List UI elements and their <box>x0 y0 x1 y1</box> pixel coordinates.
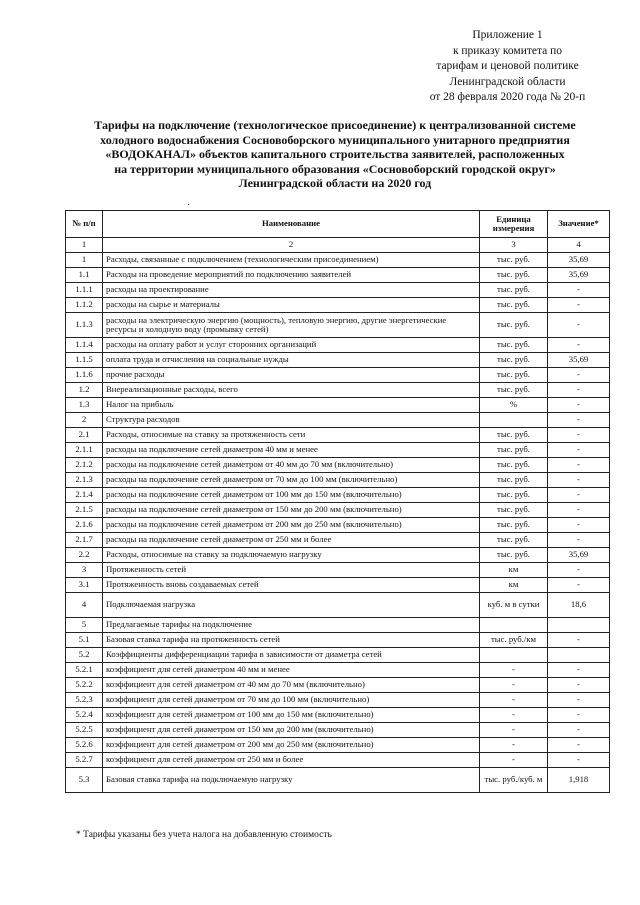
row-number: 5.2.6 <box>66 738 103 753</box>
row-value: - <box>548 488 610 503</box>
row-number: 5.2.4 <box>66 708 103 723</box>
header-num: № п/п <box>66 211 103 238</box>
scan-dot <box>188 204 189 205</box>
row-value: - <box>548 663 610 678</box>
row-unit: тыс. руб. <box>480 503 548 518</box>
row-name: коэффициент для сетей диаметром от 250 мм и более <box>103 753 480 768</box>
row-unit: - <box>480 678 548 693</box>
row-unit: тыс. руб. <box>480 533 548 548</box>
row-unit: км <box>480 578 548 593</box>
row-number: 2.2 <box>66 548 103 563</box>
row-name: Налог на прибыль <box>103 398 480 413</box>
row-value: - <box>548 473 610 488</box>
row-name: расходы на подключение сетей диаметром от 100 мм до 150 мм (включительно) <box>103 488 480 503</box>
row-number: 5.3 <box>66 768 103 793</box>
row-number: 1.1.6 <box>66 368 103 383</box>
document-title <box>60 118 610 191</box>
row-unit: - <box>480 738 548 753</box>
title-line: Ленинградской области на 2020 год <box>238 176 432 191</box>
row-unit: тыс. руб. <box>480 368 548 383</box>
row-unit: тыс. руб. <box>480 518 548 533</box>
row-name: Внереализационные расходы, всего <box>103 383 480 398</box>
row-value: 35,69 <box>548 268 610 283</box>
table-row <box>66 413 610 428</box>
appendix-line: тарифам и ценовой политике <box>436 60 579 72</box>
row-unit: тыс. руб. <box>480 313 548 338</box>
table-row <box>66 398 610 413</box>
row-number: 3 <box>66 563 103 578</box>
row-name: расходы на сырье и материалы <box>103 298 480 313</box>
table-row <box>66 503 610 518</box>
row-number: 5 <box>66 618 103 633</box>
appendix-line: Ленинградской области <box>449 75 566 88</box>
row-unit: - <box>480 753 548 768</box>
table-row <box>66 593 610 618</box>
table-row <box>66 768 610 793</box>
row-number: 2.1.2 <box>66 458 103 473</box>
row-value: - <box>548 633 610 648</box>
row-number: 2.1.5 <box>66 503 103 518</box>
row-value: - <box>548 678 610 693</box>
row-unit: тыс. руб. <box>480 473 548 488</box>
row-number: 2.1.6 <box>66 518 103 533</box>
row-number: 1 <box>66 253 103 268</box>
row-value <box>548 648 610 663</box>
table-row <box>66 383 610 398</box>
row-unit: тыс. руб. <box>480 458 548 473</box>
row-number: 2.1.4 <box>66 488 103 503</box>
header-name: Наименование <box>103 211 480 238</box>
table-row <box>66 753 610 768</box>
row-value: - <box>548 578 610 593</box>
row-value: - <box>548 458 610 473</box>
row-name: расходы на подключение сетей диаметром 40 мм и менее <box>103 443 480 458</box>
table-row <box>66 443 610 458</box>
table-row <box>66 283 610 298</box>
row-unit: - <box>480 723 548 738</box>
appendix-line: к приказу комитета по <box>452 44 563 57</box>
row-value: - <box>548 283 610 298</box>
table-row <box>66 473 610 488</box>
row-number: 5.1 <box>66 633 103 648</box>
row-value: - <box>548 753 610 768</box>
footnote: * Тарифы указаны без учета налога на добавленную стоимость <box>76 830 332 840</box>
table-row <box>66 268 610 283</box>
row-name: Расходы, относимые на ставку за подключаемую нагрузку <box>103 548 480 563</box>
table-row <box>66 738 610 753</box>
row-value: - <box>548 298 610 313</box>
row-unit: тыс. руб. <box>480 268 548 283</box>
row-name: расходы на оплату работ и услуг сторонних организаций <box>103 338 480 353</box>
row-number: 5.2 <box>66 648 103 663</box>
row-number: 5.2.2 <box>66 678 103 693</box>
row-name: Коэффициенты дифференциации тарифа в зависимости от диаметра сетей <box>103 648 480 663</box>
row-number: 1.1.5 <box>66 353 103 368</box>
row-value: - <box>548 533 610 548</box>
row-number: 2.1.1 <box>66 443 103 458</box>
row-value: - <box>548 338 610 353</box>
row-value: - <box>548 383 610 398</box>
table-row <box>66 428 610 443</box>
row-unit <box>480 648 548 663</box>
row-unit: тыс. руб. <box>480 428 548 443</box>
row-value: - <box>548 413 610 428</box>
header-value: Значение* <box>548 211 610 238</box>
row-unit <box>480 618 548 633</box>
row-unit: тыс. руб. <box>480 488 548 503</box>
table-row <box>66 338 610 353</box>
row-number: 1.1.4 <box>66 338 103 353</box>
table-header-row <box>66 211 610 238</box>
title-line: «ВОДОКАНАЛ» объектов капитального строительства заявителей, расположенных <box>105 147 565 162</box>
table-row <box>66 313 610 338</box>
row-name: расходы на электрическую энергию (мощность), тепловую энергию, другие энергетические ресурсы и холодную воду (промывку сетей) <box>103 313 480 338</box>
row-name: Подключаемая нагрузка <box>103 593 480 618</box>
table-row <box>66 298 610 313</box>
row-value: - <box>548 503 610 518</box>
title-line: холодного водоснабжения Сосновоборского муниципального унитарного предприятия <box>100 132 570 147</box>
table-row <box>66 618 610 633</box>
table-row <box>66 563 610 578</box>
row-value: 35,69 <box>548 253 610 268</box>
row-unit: тыс. руб./куб. м <box>480 768 548 793</box>
table-row <box>66 723 610 738</box>
row-value: - <box>548 693 610 708</box>
row-unit: тыс. руб. <box>480 383 548 398</box>
row-number: 2 <box>66 413 103 428</box>
row-unit: тыс. руб. <box>480 353 548 368</box>
table-body <box>66 253 610 793</box>
row-name: коэффициент для сетей диаметром 40 мм и менее <box>103 663 480 678</box>
table-row <box>66 253 610 268</box>
title-line: Тарифы на подключение (технологическое присоединение) к централизованной системе <box>94 118 576 132</box>
row-name: Расходы, связанные с подключением (технологическим присоединением) <box>103 253 480 268</box>
row-number: 5.2.3 <box>66 693 103 708</box>
table-row <box>66 693 610 708</box>
appendix-line: Приложение 1 <box>472 29 543 41</box>
row-unit: % <box>480 398 548 413</box>
table-row <box>66 708 610 723</box>
row-unit: - <box>480 693 548 708</box>
row-value: - <box>548 368 610 383</box>
table-row <box>66 533 610 548</box>
index-cell: 3 <box>480 238 548 253</box>
table-row <box>66 488 610 503</box>
row-value: 35,69 <box>548 548 610 563</box>
row-name: Предлагаемые тарифы на подключение <box>103 618 480 633</box>
row-unit: тыс. руб. <box>480 298 548 313</box>
row-name: Расходы, относимые на ставку за протяженность сети <box>103 428 480 443</box>
row-number: 1.1.2 <box>66 298 103 313</box>
row-name: коэффициент для сетей диаметром от 150 мм до 200 мм (включительно) <box>103 723 480 738</box>
index-cell: 4 <box>548 238 610 253</box>
row-name: Базовая ставка тарифа на протяженность сетей <box>103 633 480 648</box>
row-name: расходы на подключение сетей диаметром от 200 мм до 250 мм (включительно) <box>103 518 480 533</box>
index-cell: 1 <box>66 238 103 253</box>
row-value: 35,69 <box>548 353 610 368</box>
row-name: Расходы на проведение мероприятий по подключению заявителей <box>103 268 480 283</box>
table-row <box>66 368 610 383</box>
row-unit: тыс. руб./км <box>480 633 548 648</box>
row-name: оплата труда и отчисления на социальные нужды <box>103 353 480 368</box>
row-number: 3.1 <box>66 578 103 593</box>
row-name: Протяженность сетей <box>103 563 480 578</box>
table-row <box>66 548 610 563</box>
row-unit: тыс. руб. <box>480 548 548 563</box>
table-row <box>66 633 610 648</box>
table-row <box>66 578 610 593</box>
row-name: Базовая ставка тарифа на подключаемую нагрузку <box>103 768 480 793</box>
row-number: 2.1.7 <box>66 533 103 548</box>
row-value: - <box>548 428 610 443</box>
table-row <box>66 458 610 473</box>
row-number: 1.1.3 <box>66 313 103 338</box>
appendix-block <box>395 28 620 106</box>
row-value: - <box>548 708 610 723</box>
row-unit: тыс. руб. <box>480 338 548 353</box>
row-name: коэффициент для сетей диаметром от 40 мм до 70 мм (включительно) <box>103 678 480 693</box>
title-line: на территории муниципального образования «Сосновоборский городской округ» <box>114 161 556 176</box>
row-name: коэффициент для сетей диаметром от 200 мм до 250 мм (включительно) <box>103 738 480 753</box>
row-value: - <box>548 313 610 338</box>
row-name: Структура расходов <box>103 413 480 428</box>
row-number: 2.1.3 <box>66 473 103 488</box>
row-value: - <box>548 398 610 413</box>
row-value <box>548 618 610 633</box>
row-unit: тыс. руб. <box>480 283 548 298</box>
row-name: расходы на подключение сетей диаметром от 150 мм до 200 мм (включительно) <box>103 503 480 518</box>
table-row <box>66 353 610 368</box>
row-unit: - <box>480 663 548 678</box>
appendix-line: от 28 февраля 2020 года № 20-п <box>429 91 586 103</box>
row-value: - <box>548 443 610 458</box>
row-value: - <box>548 518 610 533</box>
row-number: 5.2.1 <box>66 663 103 678</box>
row-number: 1.2 <box>66 383 103 398</box>
row-unit: км <box>480 563 548 578</box>
row-unit: тыс. руб. <box>480 253 548 268</box>
row-name: коэффициент для сетей диаметром от 100 мм до 150 мм (включительно) <box>103 708 480 723</box>
row-unit: тыс. руб. <box>480 443 548 458</box>
row-value: 18,6 <box>548 593 610 618</box>
table-index-row <box>66 238 610 253</box>
row-name: расходы на подключение сетей диаметром от 40 мм до 70 мм (включительно) <box>103 458 480 473</box>
row-unit: - <box>480 708 548 723</box>
row-unit: куб. м в сутки <box>480 593 548 618</box>
row-name: расходы на подключение сетей диаметром от 250 мм и более <box>103 533 480 548</box>
row-name: расходы на проектирование <box>103 283 480 298</box>
row-name: расходы на подключение сетей диаметром от 70 мм до 100 мм (включительно) <box>103 473 480 488</box>
row-number: 1.3 <box>66 398 103 413</box>
row-number: 1.1 <box>66 268 103 283</box>
tariff-table <box>65 210 610 793</box>
row-name: Протяженность вновь создаваемых сетей <box>103 578 480 593</box>
table-row <box>66 518 610 533</box>
table-row <box>66 663 610 678</box>
index-cell: 2 <box>103 238 480 253</box>
row-unit <box>480 413 548 428</box>
row-name: прочие расходы <box>103 368 480 383</box>
row-number: 4 <box>66 593 103 618</box>
table-row <box>66 678 610 693</box>
row-number: 5.2.5 <box>66 723 103 738</box>
row-value: - <box>548 738 610 753</box>
row-number: 5.2.7 <box>66 753 103 768</box>
row-value: - <box>548 723 610 738</box>
row-number: 1.1.1 <box>66 283 103 298</box>
header-unit: Единица измерения <box>480 211 548 238</box>
row-value: - <box>548 563 610 578</box>
table-row <box>66 648 610 663</box>
row-name: коэффициент для сетей диаметром от 70 мм до 100 мм (включительно) <box>103 693 480 708</box>
row-number: 2.1 <box>66 428 103 443</box>
row-value: 1,918 <box>548 768 610 793</box>
